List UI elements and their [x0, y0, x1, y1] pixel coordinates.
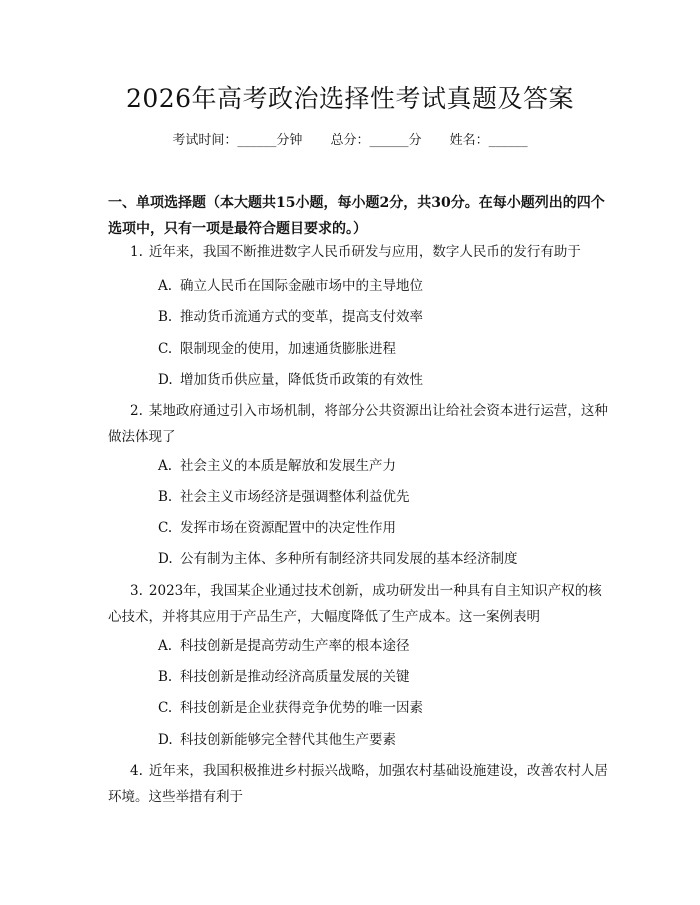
question-2-option-a [158, 456, 608, 476]
student-name-field: 姓名：______ [449, 133, 528, 148]
question-2-option-b [158, 487, 608, 507]
option-text: 增加货币供应量，降低货币政策的有效性 [180, 372, 423, 388]
question-1-option-b [158, 307, 608, 327]
question-1-option-d [158, 370, 608, 390]
option-text: 推动货币流通方式的变革，提高支付效率 [180, 309, 423, 325]
option-letter: A. [158, 638, 173, 654]
question-3-option-b [158, 667, 608, 687]
question-4-stem [108, 758, 608, 810]
option-text: 确立人民币在国际金融市场中的主导地位 [180, 278, 423, 294]
question-1-option-a [158, 276, 608, 296]
option-letter: C. [158, 700, 173, 716]
question-text: 近年来，我国不断推进数字人民币研发与应用，数字人民币的发行有助于 [148, 244, 581, 260]
question-number: 4. [130, 763, 143, 779]
total-score-field: 总分：______分 [330, 133, 422, 148]
question-3-stem [108, 578, 608, 630]
page-title: 2026年高考政治选择性考试真题及答案 [125, 84, 575, 113]
question-1-stem [108, 239, 608, 265]
option-text: 发挥市场在资源配置中的决定性作用 [180, 520, 396, 536]
option-text: 科技创新能够完全替代其他生产要素 [180, 732, 396, 748]
question-text: 某地政府通过引入市场机制，将部分公共资源出让给社会资本进行运营，这种做法体现了 [108, 403, 608, 445]
option-letter: C. [158, 520, 173, 536]
option-letter: D. [158, 372, 173, 388]
option-letter: D. [158, 551, 173, 567]
question-2-stem [108, 398, 608, 450]
option-text: 公有制为主体、多种所有制经济共同发展的基本经济制度 [180, 551, 518, 567]
option-letter: D. [158, 732, 173, 748]
option-text: 科技创新是推动经济高质量发展的关键 [180, 669, 410, 685]
option-letter: B. [158, 489, 173, 505]
option-letter: B. [158, 309, 173, 325]
option-letter: C. [158, 341, 173, 357]
option-letter: B. [158, 669, 173, 685]
option-letter: A. [158, 458, 173, 474]
question-number: 1. [130, 244, 143, 260]
section-heading: 一、单项选择题（本大题共15小题，每小题2分，共30分。在每小题列出的四个选项中，只有一项是最符合题目要求的。） [108, 195, 605, 237]
option-letter: A. [158, 278, 173, 294]
option-text: 社会主义的本质是解放和发展生产力 [180, 458, 396, 474]
question-2-option-d [158, 549, 608, 569]
option-text: 社会主义市场经济是强调整体利益优先 [180, 489, 410, 505]
question-3-option-a [158, 636, 608, 656]
question-text: 2023年，我国某企业通过技术创新，成功研发出一种具有自主知识产权的核心技术，并将其应用于产品生产，大幅度降低了生产成本。这一案例表明 [108, 583, 602, 625]
question-1-option-c [158, 339, 608, 359]
question-number: 3. [130, 583, 143, 599]
question-text: 近年来，我国积极推进乡村振兴战略，加强农村基础设施建设，改善农村人居环境。这些举措有利于 [108, 763, 608, 805]
question-3-option-d [158, 730, 608, 750]
exam-time-field: 考试时间：______分钟 [172, 133, 303, 148]
option-text: 科技创新是提高劳动生产率的根本途径 [180, 638, 410, 654]
exam-info-row [0, 131, 700, 151]
question-number: 2. [130, 403, 143, 419]
question-3-option-c [158, 698, 608, 718]
question-2-option-c [158, 518, 608, 538]
option-text: 科技创新是企业获得竞争优势的唯一因素 [180, 700, 423, 716]
option-text: 限制现金的使用，加速通货膨胀进程 [180, 341, 396, 357]
